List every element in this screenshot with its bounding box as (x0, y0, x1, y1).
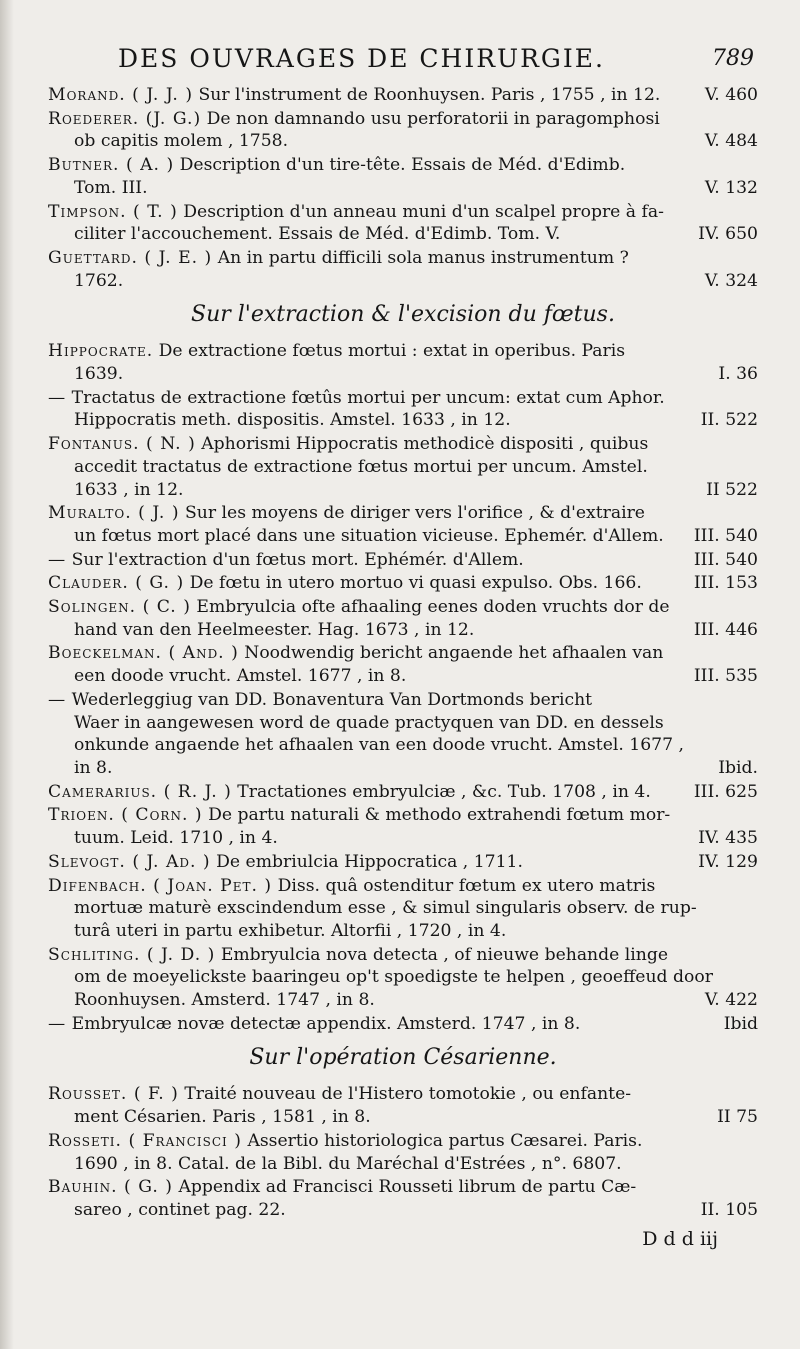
entry-text: Appendix ad Francisci Rousseti librum de partu Cæ- (178, 1177, 637, 1198)
entry-first-line (48, 433, 758, 456)
bibliography-entry (48, 1013, 758, 1036)
entry-continuation-line (48, 734, 758, 757)
bibliography-entry (48, 596, 758, 641)
entry-author: Roederer. (J. G.) (48, 108, 202, 129)
entry-reference: IV. 129 (698, 851, 758, 872)
entry-first-line (48, 1176, 758, 1199)
entry-author: Slevogt. ( J. Ad. ) (48, 851, 211, 872)
entry-text: Waer in aangewesen word de quade practyquen van DD. en dessels (74, 712, 664, 733)
entry-first-line (48, 1083, 758, 1106)
entry-text: 1690 , in 8. Catal. de la Bibl. du Maréchal d'Estrées , n°. 6807. (74, 1153, 622, 1174)
entry-author: Butner. ( A. ) (48, 155, 175, 176)
bibliography-entry (48, 502, 758, 547)
entry-continuation-line (48, 1199, 758, 1222)
entry-first-line (48, 502, 758, 525)
entry-author: Rosseti. ( Francisci ) (48, 1130, 242, 1151)
entry-author: Clauder. ( G. ) (48, 573, 185, 594)
entry-reference: IV. 650 (698, 224, 758, 245)
bibliography-entry (48, 875, 758, 943)
entry-continuation-line (48, 456, 758, 479)
entry-first-line (48, 108, 758, 131)
bibliography-entry (48, 1176, 758, 1221)
entry-author: Schliting. ( J. D. ) (48, 944, 216, 965)
entry-author: Camerarius. ( R. J. ) (48, 781, 232, 802)
bibliography-entry (48, 201, 758, 246)
entry-text: Hippocratis meth. dispositis. Amstel. 1633 , in 12. (74, 410, 511, 431)
bibliography-entry (48, 689, 758, 780)
entry-author: — (48, 1013, 67, 1034)
entry-text: Wederleggiug van DD. Bonaventura Van Dortmonds bericht (71, 689, 593, 710)
entry-text: turâ uteri in partu exhibetur. Altorfii , 1720 , in 4. (74, 920, 507, 941)
entry-continuation-line (48, 712, 758, 735)
entry-text: een doode vrucht. Amstel. 1677 , in 8. (74, 666, 407, 687)
entry-text: De extractione fœtus mortui : extat in operibus. Paris (158, 341, 626, 362)
entry-list (48, 1083, 758, 1221)
entry-reference: I. 36 (718, 364, 758, 385)
entry-text: Embryulcia ofte afhaaling eenes doden vruchts dor de (196, 597, 670, 618)
entry-continuation-line (48, 989, 758, 1012)
section-heading-extraction: Sur l'extraction & l'excision du fœtus. (191, 302, 615, 328)
entry-author: Morand. ( J. J. ) (48, 85, 194, 105)
bibliography-entry (48, 944, 758, 1012)
entry-first-line (48, 804, 758, 827)
entry-reference: III. 446 (693, 619, 758, 640)
bibliography-entry (48, 804, 758, 849)
entry-author: Muralto. ( J. ) (48, 503, 180, 524)
entry-continuation-line (48, 619, 758, 642)
entry-reference: II. 522 (700, 410, 758, 431)
entry-reference: IV. 435 (698, 828, 758, 849)
entry-text: Assertio historiologica partus Cæsarei. Paris. (247, 1130, 643, 1151)
entry-author: — (48, 689, 67, 710)
entry-text: Sur les moyens de diriger vers l'orifice , & d'extraire (185, 503, 645, 524)
entry-text: 1639. (74, 364, 124, 385)
entry-first-line (48, 84, 758, 107)
entry-list (48, 84, 758, 292)
entry-text: Description d'un anneau muni d'un scalpel propre à fa- (183, 201, 664, 222)
entry-reference: II 522 (706, 479, 758, 500)
entry-reference: III. 625 (693, 781, 758, 802)
entry-first-line (48, 201, 758, 224)
entry-author: — (48, 387, 67, 408)
entry-text: Tom. III. (74, 177, 148, 198)
entry-text: mortuæ maturè exscindendum esse , & simul singularis observ. de rup- (74, 898, 697, 919)
running-title: DES OUVRAGES DE CHIRURGIE. (118, 44, 605, 73)
entry-text: 1633 , in 12. (74, 479, 184, 500)
entry-text: hand van den Heelmeester. Hag. 1673 , in 12. (74, 619, 475, 640)
running-head (48, 40, 758, 80)
entry-author: Difenbach. ( Joan. Pet. ) (48, 875, 273, 896)
entry-reference: III. 540 (693, 525, 758, 546)
entry-text: Embryulcæ novæ detectæ appendix. Amsterd. 1747 , in 8. (71, 1013, 581, 1034)
entry-continuation-line (48, 897, 758, 920)
entry-reference: III. 540 (693, 549, 758, 570)
entry-text: Tractatus de extractione fœtûs mortui per uncum: extat cum Aphor. (71, 387, 665, 408)
entry-author: Trioen. ( Corn. ) (48, 805, 203, 826)
entry-reference: III. 535 (693, 666, 758, 687)
entry-continuation-line (48, 130, 758, 153)
bibliography-entry (48, 851, 758, 874)
entry-text: ciliter l'accouchement. Essais de Méd. d'Edimb. Tom. V. (74, 224, 561, 245)
bibliography-entry (48, 154, 758, 199)
entry-author: Hippocrate. (48, 341, 154, 362)
entry-first-line (48, 572, 758, 595)
entry-continuation-line (48, 1106, 758, 1129)
entry-text: De partu naturali & methodo extrahendi fœtum mor- (208, 805, 671, 826)
entry-continuation-line (48, 757, 758, 780)
signature-mark: D d d iij (642, 1227, 718, 1250)
entry-text: Diss. quâ ostenditur fœtum ex utero matris (277, 875, 656, 896)
entry-text: Traité nouveau de l'Histero tomotokie , ou enfante- (184, 1084, 632, 1105)
entry-reference: V. 422 (704, 990, 758, 1011)
entry-first-line (48, 689, 758, 712)
entry-author: Solingen. ( C. ) (48, 597, 191, 618)
bibliography-entry (48, 642, 758, 687)
entry-continuation-line (48, 966, 758, 989)
entry-first-line (48, 1013, 758, 1036)
entry-reference: V. 460 (704, 85, 758, 105)
entry-author: Fontanus. ( N. ) (48, 434, 196, 455)
bibliography-entry (48, 108, 758, 153)
bibliography-entry (48, 1130, 758, 1175)
entry-first-line (48, 247, 758, 270)
entry-text: Noodwendig bericht angaende het afhaalen van (244, 643, 664, 664)
bibliography-entry (48, 1083, 758, 1128)
entry-continuation-line (48, 920, 758, 943)
entry-text: in 8. (74, 757, 113, 778)
page-number: 789 (712, 46, 754, 71)
entry-reference: III. 153 (693, 573, 758, 594)
entry-text: De fœtu in utero mortuo vi quasi expulso. Obs. 166. (189, 573, 642, 594)
entry-author: Boeckelman. ( And. ) (48, 643, 239, 664)
entry-text: Aphorismi Hippocratis methodicè dispositi , quibus (201, 434, 649, 455)
bibliography-entry (48, 387, 758, 432)
bibliography-entry (48, 781, 758, 804)
entry-first-line (48, 781, 758, 804)
entry-continuation-line (48, 479, 758, 502)
entry-continuation-line (48, 177, 758, 200)
entry-author: Bauhin. ( G. ) (48, 1177, 173, 1198)
entry-first-line (48, 340, 758, 363)
entry-reference: V. 324 (704, 270, 758, 291)
entry-reference: V. 132 (704, 177, 758, 198)
bibliography-entry (48, 572, 758, 595)
entry-text: accedit tractatus de extractione fœtus mortui per uncum. Amstel. (74, 456, 648, 477)
entry-reference: Ibid (723, 1013, 758, 1034)
entry-text: Sur l'extraction d'un fœtus mort. Ephémér. d'Allem. (71, 549, 524, 570)
bibliography-entry (48, 340, 758, 385)
entry-first-line (48, 154, 758, 177)
entry-author: Timpson. ( T. ) (48, 201, 178, 222)
entry-text: Description d'un tire-tête. Essais de Méd. d'Edimb. (179, 155, 626, 176)
entry-author: Rousset. ( F. ) (48, 1084, 179, 1105)
entry-list (48, 340, 758, 1035)
bibliography-entry (48, 549, 758, 572)
entry-first-line (48, 642, 758, 665)
entry-first-line (48, 387, 758, 410)
bibliography-entry (48, 84, 758, 107)
entry-reference: II 75 (717, 1107, 758, 1128)
entry-first-line (48, 851, 758, 874)
entry-text: tuum. Leid. 1710 , in 4. (74, 828, 278, 849)
entry-reference: II. 105 (700, 1199, 758, 1220)
entry-continuation-line (48, 409, 758, 432)
entry-text: sareo , continet pag. 22. (74, 1199, 286, 1220)
entry-text: un fœtus mort placé dans une situation vicieuse. Ephemér. d'Allem. (74, 525, 664, 546)
entry-continuation-line (48, 1153, 758, 1176)
section-heading-cesarienne: Sur l'opération Césarienne. (249, 1045, 557, 1071)
entry-reference: V. 484 (704, 131, 758, 152)
entry-continuation-line (48, 525, 758, 548)
entry-text: De embriulcia Hippocratica , 1711. (216, 851, 523, 872)
entry-text: Embryulcia nova detecta , of nieuwe behande linge (220, 944, 669, 965)
entry-continuation-line (48, 363, 758, 386)
entry-text: Sur l'instrument de Roonhuysen. Paris , 1755 , in 12. (198, 85, 661, 105)
bibliography-entry (48, 433, 758, 501)
entry-first-line (48, 596, 758, 619)
entry-text: ment Césarien. Paris , 1581 , in 8. (74, 1107, 371, 1128)
entry-text: ob capitis molem , 1758. (74, 131, 289, 152)
entry-text: Roonhuysen. Amsterd. 1747 , in 8. (74, 990, 375, 1011)
entry-text: onkunde angaende het afhaalen van een doode vrucht. Amstel. 1677 , (74, 735, 684, 756)
entry-continuation-line (48, 223, 758, 246)
bibliography-entry (48, 247, 758, 292)
entry-continuation-line (48, 665, 758, 688)
entry-reference: Ibid. (718, 757, 758, 778)
entry-text: 1762. (74, 270, 124, 291)
entry-continuation-line (48, 270, 758, 293)
entry-text: An in partu difficili sola manus instrumentum ? (217, 247, 629, 268)
entry-first-line (48, 944, 758, 967)
entry-text: om de moeyelickste baaringeu op't spoedigste te helpen , geoeffeud door (74, 967, 713, 988)
entry-continuation-line (48, 827, 758, 850)
entry-first-line (48, 875, 758, 898)
entry-text: Tractationes embryulciæ , &c. Tub. 1708 , in 4. (237, 781, 651, 802)
entry-author: — (48, 549, 67, 570)
entry-first-line (48, 1130, 758, 1153)
entry-first-line (48, 549, 758, 572)
entry-text: De non damnando usu perforatorii in paragomphosi (206, 108, 660, 129)
entry-author: Guettard. ( J. E. ) (48, 247, 213, 268)
